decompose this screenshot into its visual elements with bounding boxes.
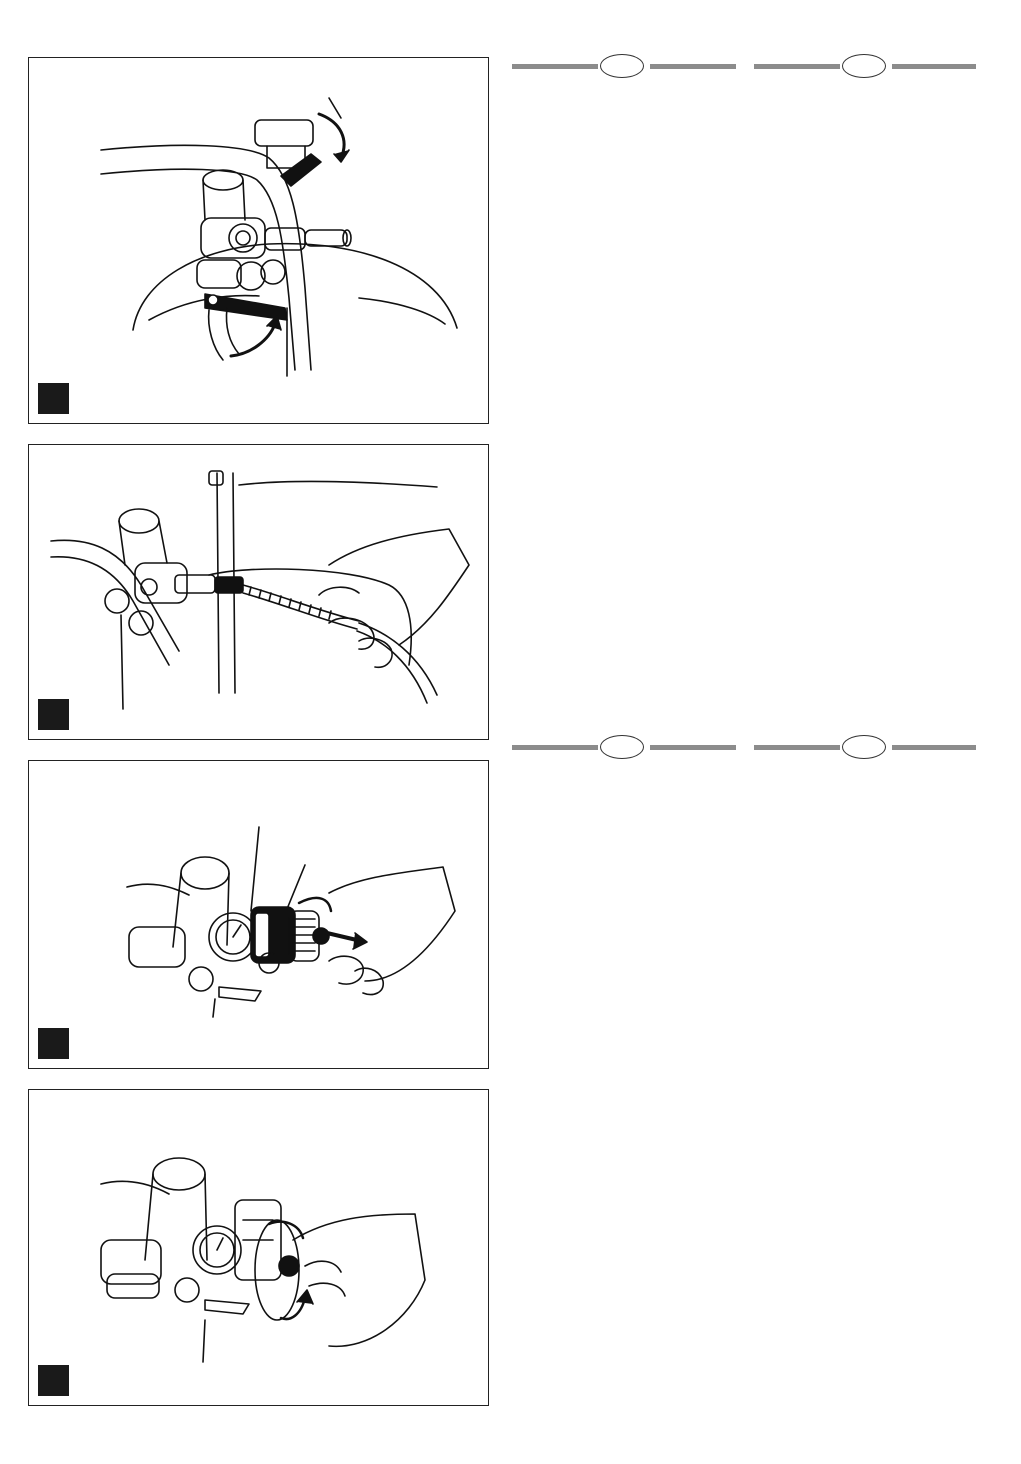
language-mark-1 <box>600 54 644 78</box>
hose-connection-illustration <box>29 445 490 741</box>
figure-4-badge <box>38 1365 69 1396</box>
section-1-header <box>512 54 976 80</box>
figure-3-badge <box>38 1028 69 1059</box>
figure-2-panel <box>28 444 489 740</box>
section-1-text <box>512 88 976 708</box>
language-mark-3 <box>600 735 644 759</box>
language-mark-2 <box>842 54 886 78</box>
figure-2-badge <box>38 699 69 730</box>
language-mark-4 <box>842 735 886 759</box>
figure-1-badge <box>38 383 69 414</box>
figure-3-panel <box>28 760 489 1069</box>
regulator-pull-illustration <box>29 761 490 1070</box>
figure-1-panel <box>28 57 489 424</box>
tank-valve-illustration <box>29 58 490 425</box>
section-2-text <box>512 770 976 1390</box>
figure-4-panel <box>28 1089 489 1406</box>
regulator-turn-illustration <box>29 1090 490 1407</box>
section-2-header <box>512 735 976 761</box>
